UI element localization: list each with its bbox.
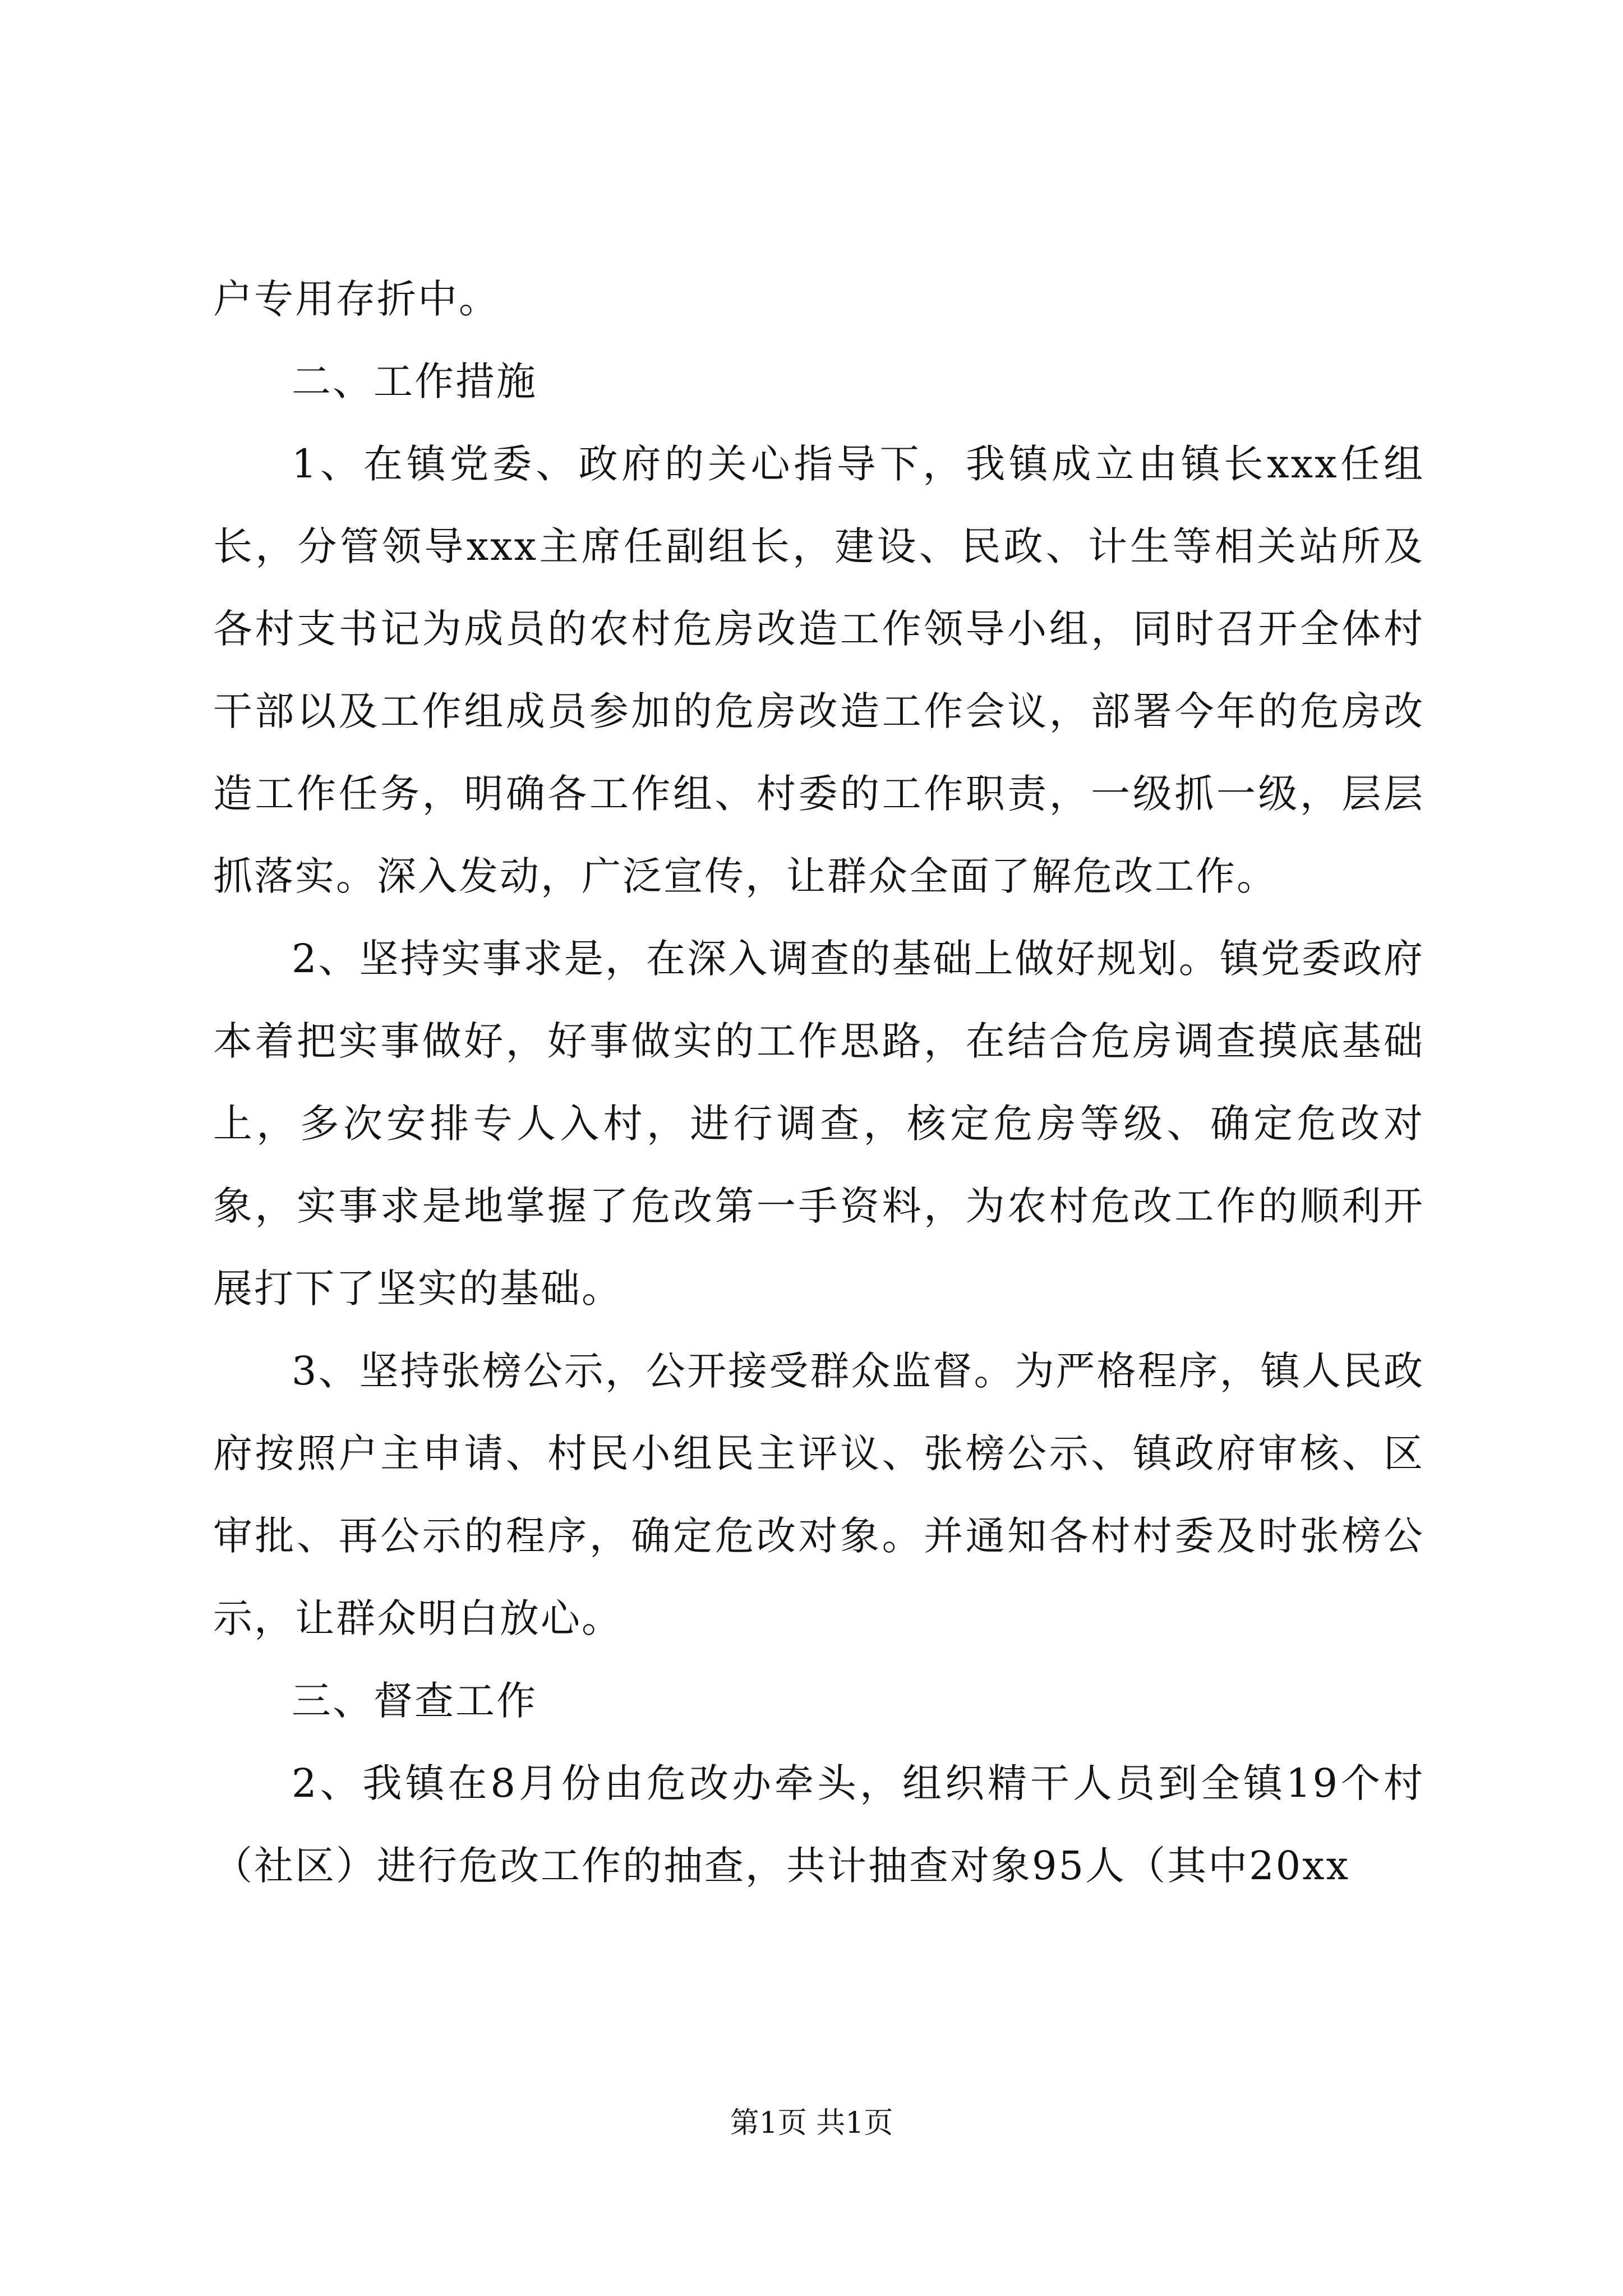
page-footer: 第1页 共1页 (730, 2106, 893, 2140)
paragraph-measure-2: 2、坚持实事求是，在深入调查的基础上做好规划。镇党委政府本着把实事做好，好事做实的工作思路，在结合危房调查摸底基础上，多次安排专人入村，进行调查，核定危房等级、确定危改对象，实事求是地掌握了危改第一手资料，为农村危改工作的顺利开展打下了坚实的基础。 (213, 936, 1424, 1312)
section-heading-measures: 二、工作措施 (292, 358, 537, 404)
paragraph-measure-3: 3、坚持张榜公示，公开接受群众监督。为严格程序，镇人民政府按照户主申请、村民小组民主评议、张榜公示、镇政府审核、区审批、再公示的程序，确定危改对象。并通知各村村委及时张榜公示，让群众明白放心。 (213, 1348, 1424, 1641)
paragraph-measure-1: 1、在镇党委、政府的关心指导下，我镇成立由镇长xxx任组长，分管领导xxx主席任副组长，建设、民政、计生等相关站所及各村支书记为成员的农村危房改造工作领导小组，同时召开全体村干部以及工作组成员参加的危房改造工作会议，部署今年的危房改造工作任务，明确各工作组、村委的工作职责，一级抓一级，层层抓落实。深入发动，广泛宣传，让群众全面了解危改工作。 (213, 441, 1424, 899)
paragraph-continuation: 户专用存折中。 (213, 276, 500, 322)
document-body (213, 258, 1424, 1907)
section-heading-inspection: 三、督查工作 (292, 1678, 537, 1724)
paragraph-inspection-2: 2、我镇在8月份由危改办牵头，组织精干人员到全镇19个村（社区）进行危改工作的抽查，共计抽查对象95人（其中20xx (213, 1760, 1424, 1889)
